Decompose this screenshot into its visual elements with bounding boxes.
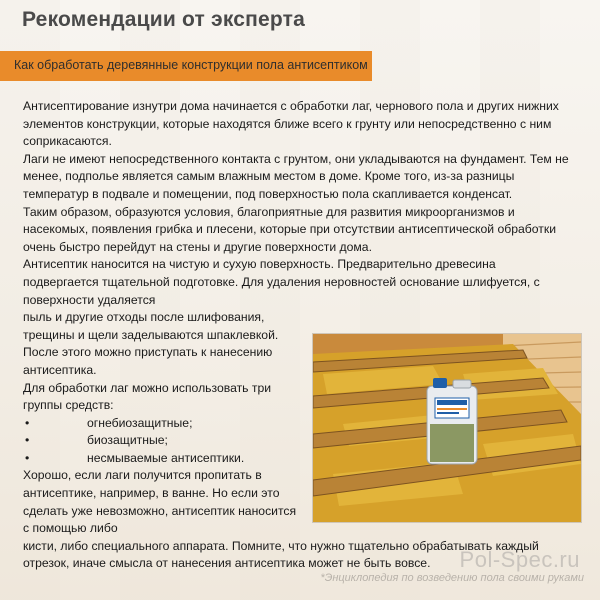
paragraph: Для обработки лаг можно использовать три группы средств: [23, 380, 272, 413]
list-item: • биозащитные; [23, 432, 303, 450]
paragraph: пыль и другие отходы после шлифования, трещины и щели заделываются шпаклевкой. После этого можно приступать к нанесению антисептика. [23, 310, 279, 377]
page-title: Рекомендации от эксперта [22, 8, 306, 31]
paragraph: Таким образом, образуются условия, благоприятные для развития микроорганизмов и насекомых, появления грибка и плесени, которые при отсутствии антисептической обработки очень быстро перейдут на стены и другие поверхности дома. [23, 204, 557, 254]
watermark-site: Pol-Spec.ru [459, 547, 580, 572]
narrow-column [23, 309, 303, 538]
paragraph: Хорошо, если лаги получится пропитать в антисептике, например, в ванне. Но если это сделать уже невозможно, антисептик наносится с помощью либо [23, 468, 297, 536]
paragraph: Антисептирование изнутри дома начинается с обработки лаг, чернового пола и других нижних элементов конструкции, которые находятся ближе всего к грунту или непосредственно с ним соприкасаются. [23, 99, 559, 149]
subtitle-banner [0, 51, 372, 81]
canister-icon [427, 378, 477, 464]
bullet-list [23, 415, 303, 468]
paragraph: Антисептик наносится на чистую и сухую поверхность. Предварительно древесина подвергается тщательной подготовке. Для удаления неровностей основание шлифуется, с поверхности удаляется [23, 257, 540, 307]
paragraph: Лаги не имеют непосредственного контакта с грунтом, они укладываются на фундамент. Тем не менее, подполье является самым влажным местом в доме. Кроме того, из-за разницы температур в подвале и помещении, под поверхностью пола скапливается конденсат. [23, 151, 569, 201]
list-item: • несмываемые антисептики. [23, 450, 303, 468]
watermark-tagline: *Энциклопедия по возведению пола своими руками [320, 572, 584, 584]
list-item: • огнебиозащитные; [23, 415, 303, 433]
paragraph: кисти, либо специального аппарата. Помните, что нужно тщательно обрабатывать каждый отрезок, иначе смысла от нанесения антисептика может не быть вовсе. [23, 538, 539, 571]
floor-joists-photo [312, 333, 582, 523]
subtitle-text: Как обработать деревянные конструкции пола антисептиком [14, 58, 368, 72]
